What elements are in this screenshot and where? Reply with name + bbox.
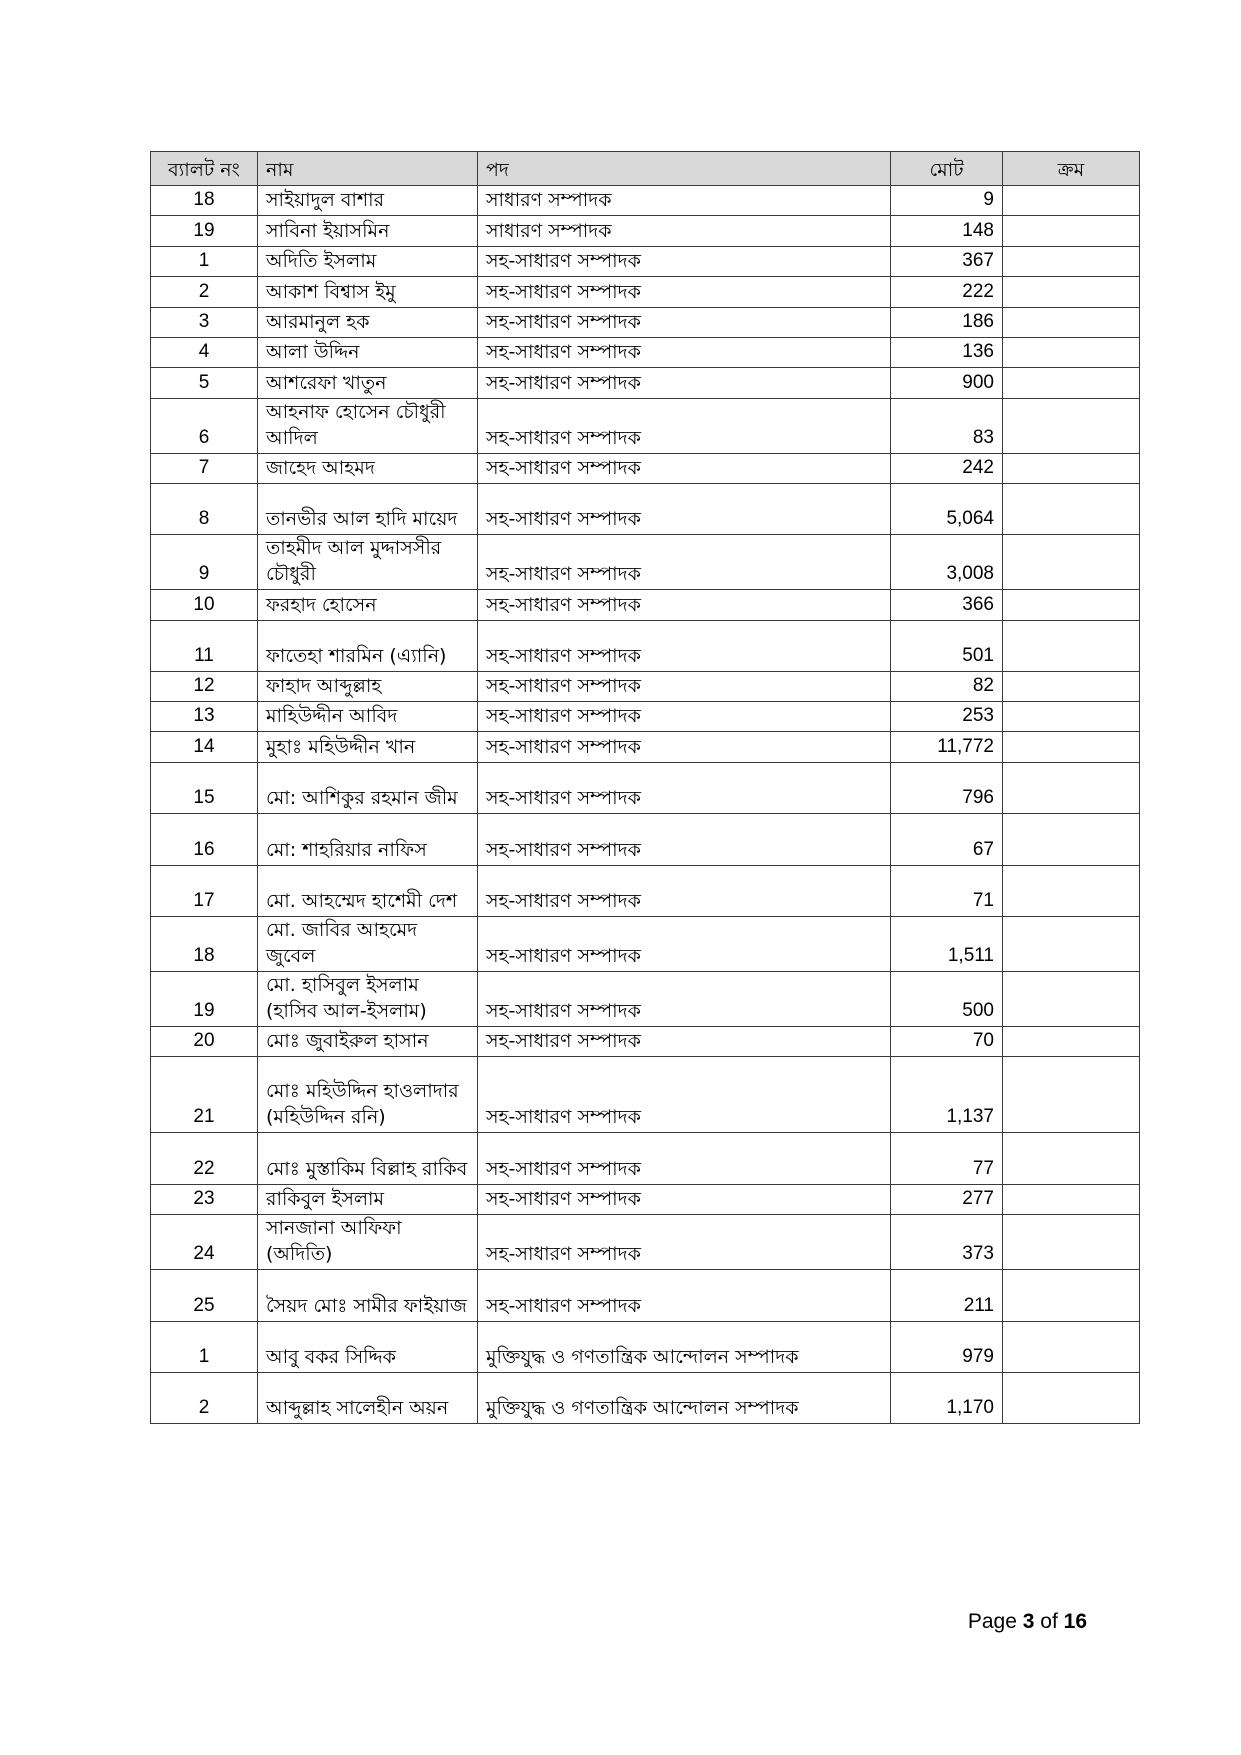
cell-ballot-no: 13	[151, 702, 258, 732]
cell-post: সহ-সাধারণ সম্পাদক	[478, 866, 891, 917]
cell-ballot-no: 9	[151, 535, 258, 590]
cell-post: সাধারণ সম্পাদক	[478, 216, 891, 247]
cell-rank	[1003, 590, 1140, 621]
cell-rank	[1003, 1215, 1140, 1270]
cell-rank	[1003, 1270, 1140, 1322]
table-row	[151, 917, 1140, 972]
cell-rank	[1003, 1133, 1140, 1185]
cell-total: 253	[891, 702, 1003, 732]
cell-ballot-no: 5	[151, 368, 258, 399]
cell-post: সহ-সাধারণ সম্পাদক	[478, 621, 891, 672]
cell-rank	[1003, 1185, 1140, 1215]
cell-ballot-no: 19	[151, 972, 258, 1027]
table-row	[151, 763, 1140, 814]
cell-ballot-no: 24	[151, 1215, 258, 1270]
table-row	[151, 1133, 1140, 1185]
cell-total: 83	[891, 399, 1003, 454]
cell-rank	[1003, 917, 1140, 972]
cell-post: সহ-সাধারণ সম্পাদক	[478, 308, 891, 338]
cell-post: সহ-সাধারণ সম্পাদক	[478, 702, 891, 732]
cell-rank	[1003, 866, 1140, 917]
cell-ballot-no: 19	[151, 216, 258, 247]
cell-ballot-no: 14	[151, 732, 258, 763]
cell-total: 979	[891, 1322, 1003, 1373]
cell-rank	[1003, 338, 1140, 368]
cell-total: 5,064	[891, 484, 1003, 535]
table-row	[151, 590, 1140, 621]
cell-total: 277	[891, 1185, 1003, 1215]
table-row	[151, 1373, 1140, 1424]
header-rank: ক্রম	[1003, 152, 1140, 186]
cell-rank	[1003, 621, 1140, 672]
cell-post: সহ-সাধারণ সম্পাদক	[478, 338, 891, 368]
cell-total: 186	[891, 308, 1003, 338]
cell-post: সহ-সাধারণ সম্পাদক	[478, 1133, 891, 1185]
cell-post: সহ-সাধারণ সম্পাদক	[478, 763, 891, 814]
cell-rank	[1003, 1057, 1140, 1133]
table-row	[151, 702, 1140, 732]
cell-name: আশরেফা খাতুন	[258, 368, 478, 399]
cell-post: সহ-সাধারণ সম্পাদক	[478, 814, 891, 866]
cell-total: 211	[891, 1270, 1003, 1322]
cell-ballot-no: 18	[151, 186, 258, 216]
cell-ballot-no: 17	[151, 866, 258, 917]
cell-total: 71	[891, 866, 1003, 917]
cell-post: সহ-সাধারণ সম্পাদক	[478, 732, 891, 763]
cell-total: 242	[891, 454, 1003, 484]
cell-rank	[1003, 277, 1140, 308]
cell-rank	[1003, 732, 1140, 763]
cell-rank	[1003, 702, 1140, 732]
cell-post: সহ-সাধারণ সম্পাদক	[478, 247, 891, 277]
cell-name: মোঃ মুস্তাকিম বিল্লাহ রাকিব	[258, 1133, 478, 1185]
cell-name: অদিতি ইসলাম	[258, 247, 478, 277]
cell-ballot-no: 25	[151, 1270, 258, 1322]
cell-name: আরমানুল হক	[258, 308, 478, 338]
cell-ballot-no: 4	[151, 338, 258, 368]
cell-total: 222	[891, 277, 1003, 308]
cell-total: 70	[891, 1027, 1003, 1057]
table-row	[151, 866, 1140, 917]
cell-name: মো. জাবির আহমেদ জুবেল	[258, 917, 478, 972]
cell-post: সহ-সাধারণ সম্পাদক	[478, 1270, 891, 1322]
cell-total: 9	[891, 186, 1003, 216]
cell-ballot-no: 15	[151, 763, 258, 814]
header-name: নাম	[258, 152, 478, 186]
cell-rank	[1003, 1373, 1140, 1424]
cell-rank	[1003, 368, 1140, 399]
cell-post: সহ-সাধারণ সম্পাদক	[478, 972, 891, 1027]
table-row	[151, 277, 1140, 308]
cell-name: মো. হাসিবুল ইসলাম (হাসিব আল-ইসলাম)	[258, 972, 478, 1027]
cell-ballot-no: 7	[151, 454, 258, 484]
cell-total: 67	[891, 814, 1003, 866]
cell-name: আকাশ বিশ্বাস ইমু	[258, 277, 478, 308]
cell-name: আব্দুল্লাহ সালেহীন অয়ন	[258, 1373, 478, 1424]
cell-rank	[1003, 814, 1140, 866]
cell-name: মোঃ মহিউদ্দিন হাওলাদার (মহিউদ্দিন রনি)	[258, 1057, 478, 1133]
cell-name: মাহিউদ্দীন আবিদ	[258, 702, 478, 732]
cell-post: সহ-সাধারণ সম্পাদক	[478, 672, 891, 702]
cell-ballot-no: 21	[151, 1057, 258, 1133]
cell-post: মুক্তিযুদ্ধ ও গণতান্ত্রিক আন্দোলন সম্পাদক	[478, 1373, 891, 1424]
cell-ballot-no: 11	[151, 621, 258, 672]
cell-name: সাবিনা ইয়াসমিন	[258, 216, 478, 247]
table-row	[151, 672, 1140, 702]
cell-ballot-no: 12	[151, 672, 258, 702]
table-row	[151, 247, 1140, 277]
table-row	[151, 1322, 1140, 1373]
table-row	[151, 484, 1140, 535]
cell-post: সহ-সাধারণ সম্পাদক	[478, 484, 891, 535]
cell-rank	[1003, 216, 1140, 247]
page-number	[968, 1610, 1087, 1634]
cell-post: মুক্তিযুদ্ধ ও গণতান্ত্রিক আন্দোলন সম্পাদক	[478, 1322, 891, 1373]
cell-rank	[1003, 972, 1140, 1027]
cell-name: আবু বকর সিদ্দিক	[258, 1322, 478, 1373]
cell-name: রাকিবুল ইসলাম	[258, 1185, 478, 1215]
table-row	[151, 972, 1140, 1027]
table-row	[151, 368, 1140, 399]
cell-ballot-no: 3	[151, 308, 258, 338]
cell-rank	[1003, 399, 1140, 454]
cell-name: জাহেদ আহমদ	[258, 454, 478, 484]
cell-post: সহ-সাধারণ সম্পাদক	[478, 1185, 891, 1215]
cell-rank	[1003, 535, 1140, 590]
table-row	[151, 814, 1140, 866]
cell-post: সহ-সাধারণ সম্পাদক	[478, 535, 891, 590]
page-current: 3	[1022, 1610, 1035, 1633]
table-row	[151, 1270, 1140, 1322]
cell-total: 373	[891, 1215, 1003, 1270]
cell-name: সৈয়দ মোঃ সামীর ফাইয়াজ	[258, 1270, 478, 1322]
cell-ballot-no: 1	[151, 247, 258, 277]
table-header-row	[151, 152, 1140, 186]
cell-total: 367	[891, 247, 1003, 277]
cell-total: 1,137	[891, 1057, 1003, 1133]
table-row	[151, 399, 1140, 454]
table-row	[151, 216, 1140, 247]
table-row	[151, 732, 1140, 763]
table-row	[151, 1027, 1140, 1057]
table-row	[151, 308, 1140, 338]
cell-rank	[1003, 484, 1140, 535]
cell-name: তাহমীদ আল মুদ্দাসসীর চৌধুরী	[258, 535, 478, 590]
cell-ballot-no: 10	[151, 590, 258, 621]
cell-total: 796	[891, 763, 1003, 814]
cell-post: সহ-সাধারণ সম্পাদক	[478, 277, 891, 308]
cell-ballot-no: 22	[151, 1133, 258, 1185]
cell-post: সহ-সাধারণ সম্পাদক	[478, 368, 891, 399]
table-row	[151, 338, 1140, 368]
header-ballot-no: ব্যালট নং	[151, 152, 258, 186]
page-total: 16	[1063, 1610, 1087, 1633]
table-row	[151, 1215, 1140, 1270]
table-row	[151, 535, 1140, 590]
header-post: পদ	[478, 152, 891, 186]
cell-name: সানজানা আফিফা (অদিতি)	[258, 1215, 478, 1270]
cell-ballot-no: 6	[151, 399, 258, 454]
cell-ballot-no: 2	[151, 277, 258, 308]
cell-rank	[1003, 454, 1140, 484]
page-prefix: Page	[967, 1610, 1017, 1633]
cell-rank	[1003, 308, 1140, 338]
header-total: মোট	[891, 152, 1003, 186]
cell-total: 82	[891, 672, 1003, 702]
cell-rank	[1003, 1027, 1140, 1057]
cell-rank	[1003, 763, 1140, 814]
table-row	[151, 454, 1140, 484]
cell-name: মোঃ জুবাইরুল হাসান	[258, 1027, 478, 1057]
cell-ballot-no: 16	[151, 814, 258, 866]
cell-rank	[1003, 247, 1140, 277]
cell-post: সহ-সাধারণ সম্পাদক	[478, 1215, 891, 1270]
cell-total: 500	[891, 972, 1003, 1027]
cell-total: 148	[891, 216, 1003, 247]
cell-post: সহ-সাধারণ সম্পাদক	[478, 1057, 891, 1133]
cell-name: ফাতেহা শারমিন (এ্যানি)	[258, 621, 478, 672]
cell-name: ফরহাদ হোসেন	[258, 590, 478, 621]
table-row	[151, 1185, 1140, 1215]
cell-post: সাধারণ সম্পাদক	[478, 186, 891, 216]
table-body	[151, 186, 1140, 1424]
cell-name: আহনাফ হোসেন চৌধুরী আদিল	[258, 399, 478, 454]
cell-total: 1,511	[891, 917, 1003, 972]
cell-name: মো. আহম্মেদ হাশেমী দেশ	[258, 866, 478, 917]
cell-ballot-no: 1	[151, 1322, 258, 1373]
cell-total: 77	[891, 1133, 1003, 1185]
cell-post: সহ-সাধারণ সম্পাদক	[478, 1027, 891, 1057]
cell-ballot-no: 20	[151, 1027, 258, 1057]
cell-name: সাইয়াদুল বাশার	[258, 186, 478, 216]
cell-rank	[1003, 186, 1140, 216]
cell-total: 900	[891, 368, 1003, 399]
cell-name: মো: আশিকুর রহমান জীম	[258, 763, 478, 814]
cell-total: 11,772	[891, 732, 1003, 763]
page-of: of	[1040, 1610, 1058, 1633]
cell-name: তানভীর আল হাদি মায়েদ	[258, 484, 478, 535]
cell-total: 501	[891, 621, 1003, 672]
table-row	[151, 621, 1140, 672]
cell-total: 3,008	[891, 535, 1003, 590]
cell-total: 1,170	[891, 1373, 1003, 1424]
cell-rank	[1003, 672, 1140, 702]
cell-name: আলা উদ্দিন	[258, 338, 478, 368]
cell-total: 366	[891, 590, 1003, 621]
cell-ballot-no: 23	[151, 1185, 258, 1215]
cell-rank	[1003, 1322, 1140, 1373]
cell-name: মুহাঃ মহিউদ্দীন খান	[258, 732, 478, 763]
cell-ballot-no: 18	[151, 917, 258, 972]
cell-ballot-no: 8	[151, 484, 258, 535]
results-table	[150, 151, 1140, 1424]
table-row	[151, 1057, 1140, 1133]
cell-post: সহ-সাধারণ সম্পাদক	[478, 454, 891, 484]
cell-ballot-no: 2	[151, 1373, 258, 1424]
cell-post: সহ-সাধারণ সম্পাদক	[478, 917, 891, 972]
cell-post: সহ-সাধারণ সম্পাদক	[478, 399, 891, 454]
cell-post: সহ-সাধারণ সম্পাদক	[478, 590, 891, 621]
cell-name: মো: শাহরিয়ার নাফিস	[258, 814, 478, 866]
cell-name: ফাহাদ আব্দুল্লাহ	[258, 672, 478, 702]
table-row	[151, 186, 1140, 216]
cell-total: 136	[891, 338, 1003, 368]
